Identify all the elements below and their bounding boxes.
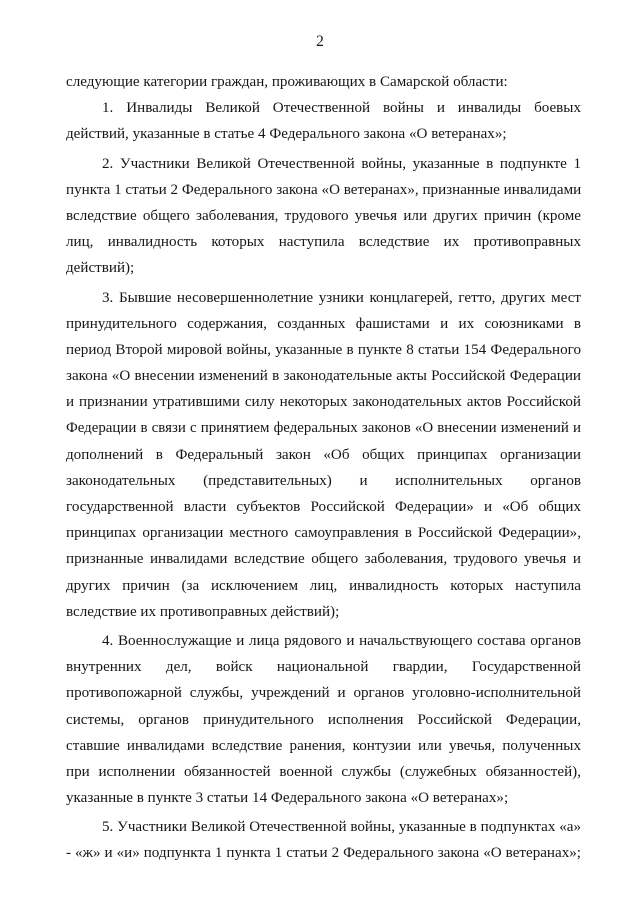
paragraph-line: других причин (за исключением лиц, инвалидность которых наступила [66,577,581,594]
paragraph-line: внутренних дел, войск национальной гвардии, Государственной [66,659,581,676]
paragraph-line: государственной власти субъектов Российской Федерации» и «Об общих [66,499,581,515]
paragraph-line: принудительного содержания, созданных фашистами и их союзниками в [66,315,581,332]
paragraph-line: ставшие инвалидами вследствие ранения, контузии или увечья, полученных [66,737,581,754]
intro-line: следующие категории граждан, проживающих в Самарской области: [66,74,508,90]
paragraph-line: пункта 1 статьи 2 Федерального закона «О ветеранах», признанные инвалидами [66,181,582,198]
paragraph-line: при исполнении обязанностей военной службы (служебных обязанностей), [66,763,581,780]
list-item-5 [66,814,581,866]
paragraph-line: признанные инвалидами вследствие общего заболевания, трудового увечья и [66,551,581,568]
paragraph-line: законодательных (представительных) и исполнительных органов [66,472,581,489]
list-item-1 [66,95,581,147]
paragraph-line: системы, органов принудительного исполнения Российской Федерации, [66,711,581,728]
paragraph-line: принципах организации местного самоуправления в Российской Федерации», [66,525,581,542]
list-item-2 [66,151,581,282]
paragraph-line: 5. Участники Великой Отечественной войны, указанные в подпунктах «а» [102,819,581,836]
paragraph-line: действий); [66,260,135,277]
paragraph-line: 3. Бывшие несовершеннолетние узники концлагерей, гетто, других мест [102,289,581,306]
document-body [66,69,581,867]
paragraph-line: Федерации в связи с принятием федеральных законов «О внесении изменений и [66,420,581,437]
paragraph-line: - «ж» и «и» подпункта 1 пункта 1 статьи 2 Федерального закона «О ветеранах»; [66,845,581,862]
paragraph-line: и признании утратившими силу некоторых законодательных актов Российской [66,394,581,411]
paragraph-line: указанные в пункте 3 статьи 14 Федерального закона «О ветеранах»; [66,790,509,807]
paragraph-line: 1. Инвалиды Великой Отечественной войны и инвалиды боевых [102,100,581,117]
paragraph-line: лиц, инвалидность которых наступила вследствие их противоправных [66,234,581,251]
list-item-4 [66,628,581,811]
page-number: 2 [316,33,324,50]
paragraph-line: период Второй мировой войны, указанные в пункте 8 статьи 154 Федерального [66,341,581,358]
paragraph-line: действий, указанные в статье 4 Федерального закона «О ветеранах»; [66,126,507,143]
paragraph-line: дополнений в Федеральный закон «Об общих принципах организации [66,446,581,463]
paragraph-line: 4. Военнослужащие и лица рядового и начальствующего состава органов [102,632,581,649]
paragraph-line: вследствие общего заболевания, трудового увечья или других причин (кроме [66,207,581,224]
list-item-3 [66,285,581,625]
paragraph-line: 2. Участники Великой Отечественной войны, указанные в подпункте 1 [102,155,581,172]
paragraph-line: закона «О внесении изменений в законодательные акты Российской Федерации [66,368,581,385]
paragraph-line: вследствие их противоправных действий); [66,603,340,620]
paragraph-line: противопожарной службы, учреждений и органов уголовно-исполнительной [66,685,581,702]
